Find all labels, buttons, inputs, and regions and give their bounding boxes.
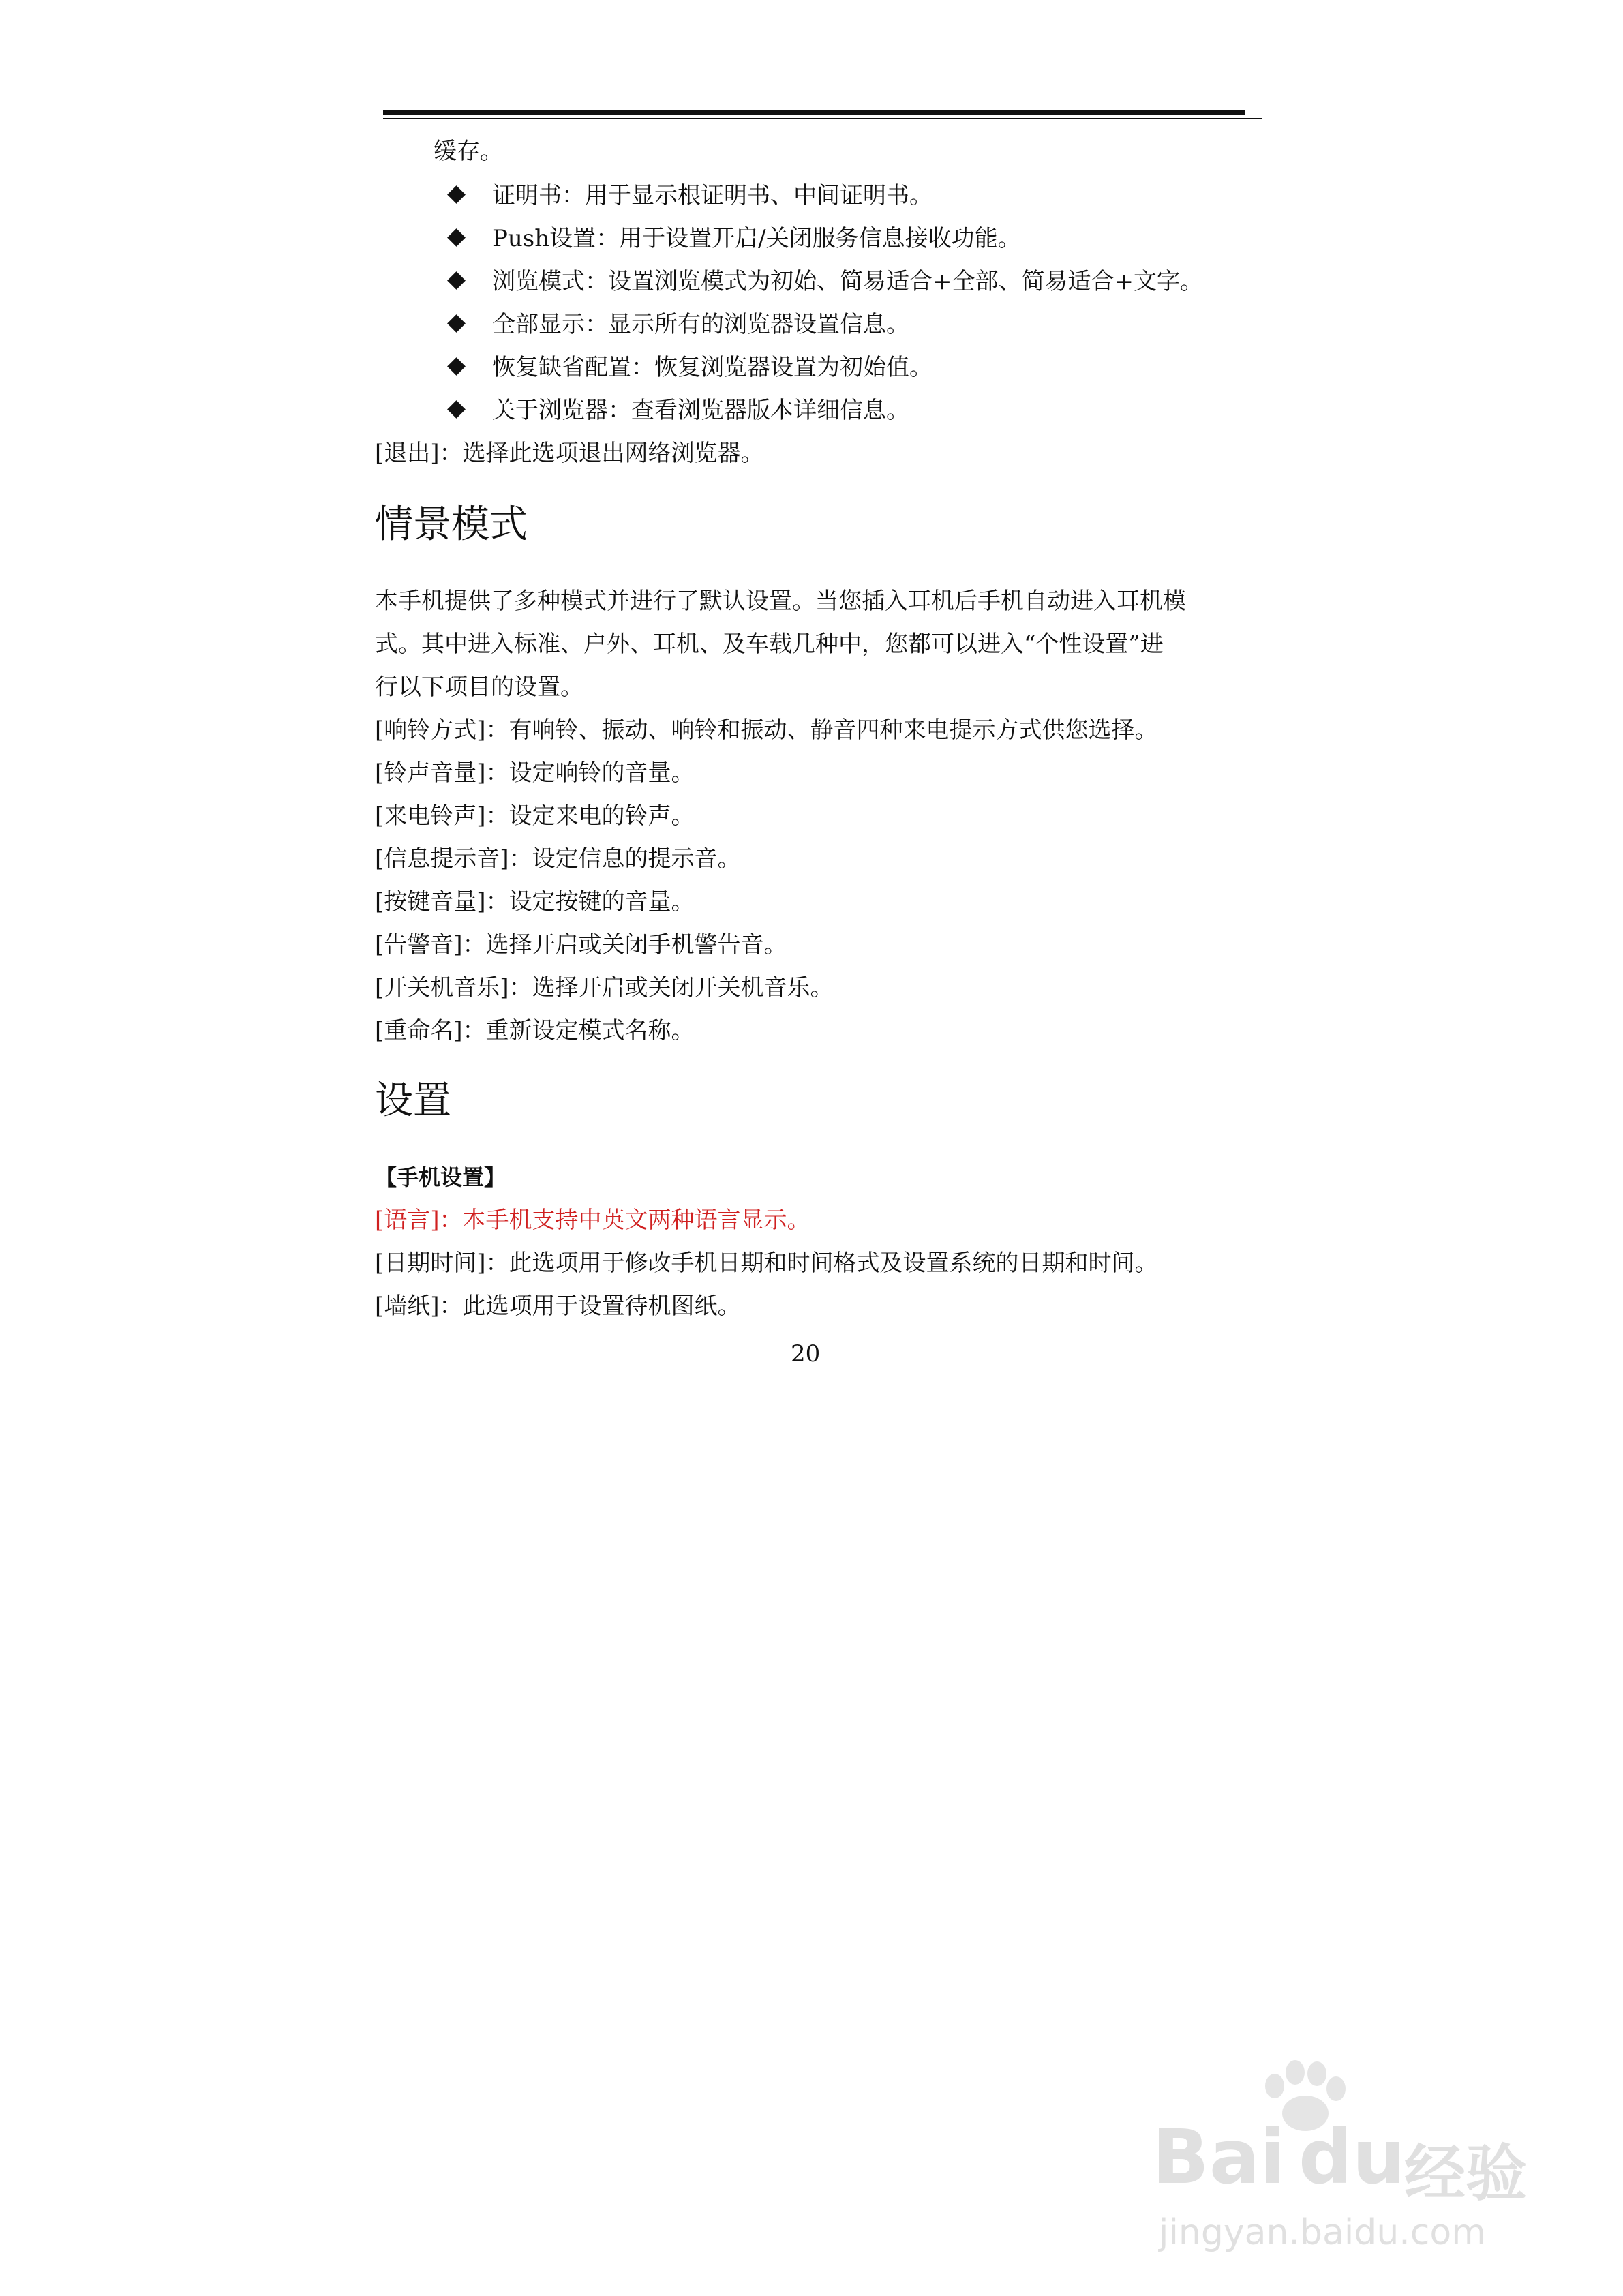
profile-item: [信息提示音]：设定信息的提示音。 [375,845,741,873]
diamond-bullet-icon [447,357,466,376]
page-number: 20 [791,1340,821,1368]
profile-item: [来电铃声]：设定来电的铃声。 [375,802,695,830]
watermark-brand-du: du [1299,2113,1406,2201]
bullet-text: 恢复缺省配置：恢复浏览器设置为初始值。 [492,354,932,381]
baidu-jingyan-watermark [1152,2059,1534,2263]
profile-item: [响铃方式]：有响铃、振动、响铃和振动、静音四种来电提示方式供您选择。 [375,716,1158,744]
diamond-bullet-icon [447,228,466,247]
continuation-text: 缓存。 [434,138,503,165]
diamond-bullet-icon [447,271,466,290]
diamond-bullet-icon [447,400,466,419]
section-heading-settings: 设置 [375,1078,451,1123]
subheading-phone-settings: 【手机设置】 [375,1164,506,1190]
exit-line: [退出]：选择此选项退出网络浏览器。 [375,440,764,467]
diamond-bullet-icon [447,314,466,333]
settings-item: [墙纸]：此选项用于设置待机图纸。 [375,1293,741,1320]
intro-line: 式。其中进入标准、户外、耳机、及车载几种中，您都可以进入“个性设置”进 [375,631,1164,658]
profile-item: [重命名]：重新设定模式名称。 [375,1017,695,1044]
intro-line: 本手机提供了多种模式并进行了默认设置。当您插入耳机后手机自动进入耳机模 [375,588,1186,615]
profile-item: [铃声音量]：设定响铃的音量。 [375,759,695,787]
settings-item: [日期时间]：此选项用于修改手机日期和时间格式及设置系统的日期和时间。 [375,1250,1158,1277]
language-line: [语言]：本手机支持中英文两种语言显示。 [375,1207,810,1234]
bullet-text: 证明书：用于显示根证明书、中间证明书。 [492,182,932,209]
intro-line: 行以下项目的设置。 [375,674,583,701]
bullet-text: Push设置：用于设置开启/关闭服务信息接收功能。 [492,225,1021,252]
bullet-text: 关于浏览器：查看浏览器版本详细信息。 [492,397,909,424]
diamond-bullet-icon [447,185,466,204]
header-rule-thick [383,110,1245,115]
bullet-text: 浏览模式：设置浏览模式为初始、简易适合+全部、简易适合+文字。 [492,268,1203,295]
watermark-brand-cn: 经验 [1404,2138,1527,2209]
profile-item: [开关机音乐]：选择开启或关闭开关机音乐。 [375,974,834,1001]
header-rule-thin [383,118,1262,119]
section-heading-profiles: 情景模式 [375,502,528,547]
bullet-text: 全部显示：显示所有的浏览器设置信息。 [492,311,909,338]
profile-item: [告警音]：选择开启或关闭手机警告音。 [375,931,787,958]
watermark-url: jingyan.baidu.com [1159,2212,1486,2253]
watermark-brand: Bai [1152,2113,1286,2201]
profile-item: [按键音量]：设定按键的音量。 [375,888,695,916]
